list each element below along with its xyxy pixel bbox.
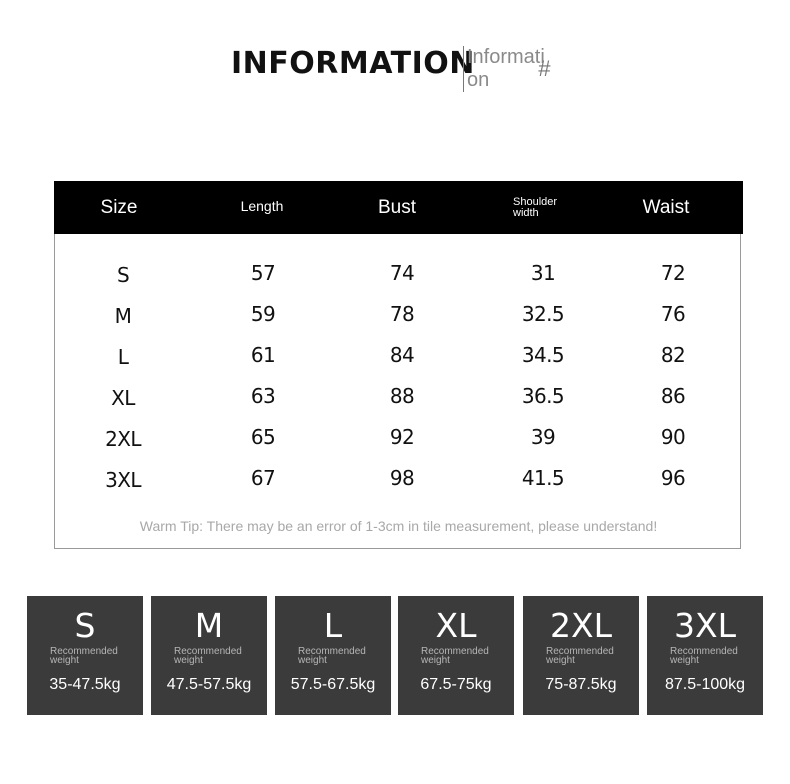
card-recommended-label: Recommended weight	[50, 646, 118, 666]
card-size-label: 2XL	[550, 606, 612, 645]
card-recommended-label: Recommended weight	[298, 646, 366, 666]
card-size-label: L	[323, 606, 343, 645]
warm-tip: Warm Tip: There may be an error of 1-3cm in tile measurement, please understand!	[139, 518, 658, 534]
card-recommended-label: Recommended weight	[546, 646, 614, 666]
shoulder-cell: 34.5	[521, 342, 565, 367]
size-cell: M	[114, 303, 132, 328]
length-cell: 65	[250, 424, 276, 449]
size-table	[54, 181, 741, 549]
size-cell: L	[117, 344, 129, 369]
waist-cell: 82	[660, 342, 686, 367]
card-size-label: S	[74, 606, 96, 645]
card-weight-range: 35-47.5kg	[49, 676, 121, 693]
column-header-length: Length	[240, 197, 284, 214]
shoulder-cell: 32.5	[521, 301, 565, 326]
waist-cell: 90	[660, 424, 686, 449]
shoulder-cell: 39	[530, 424, 556, 449]
length-cell: 63	[250, 383, 276, 408]
size-card-l	[275, 596, 391, 715]
shoulder-cell: 36.5	[521, 383, 565, 408]
table-row	[55, 375, 742, 416]
bust-cell: 92	[389, 424, 415, 449]
table-row	[55, 416, 742, 457]
bust-cell: 78	[389, 301, 415, 326]
card-weight-range: 47.5-57.5kg	[166, 676, 252, 693]
shoulder-cell: 31	[530, 260, 556, 285]
column-header-waist: Waist	[642, 196, 690, 218]
card-size-label: 3XL	[674, 606, 736, 645]
length-cell: 61	[250, 342, 276, 367]
size-card-2xl	[523, 596, 639, 715]
column-header-size: Size	[100, 196, 138, 218]
waist-cell: 86	[660, 383, 686, 408]
size-cell: 3XL	[105, 467, 141, 492]
hash-mark: #	[538, 56, 551, 81]
size-card-3xl	[647, 596, 763, 715]
waist-cell: 96	[660, 465, 686, 490]
bust-cell: 84	[389, 342, 415, 367]
table-header	[54, 181, 743, 234]
column-header-shoulder-width: Shoulder width	[513, 195, 558, 219]
card-recommended-label: Recommended weight	[670, 646, 738, 666]
size-card-m	[151, 596, 267, 715]
card-size-label: XL	[435, 606, 477, 645]
table-row	[55, 334, 742, 375]
card-weight-range: 87.5-100kg	[664, 676, 746, 693]
size-cell: S	[116, 262, 130, 287]
size-cell: 2XL	[105, 426, 141, 451]
waist-cell: 72	[660, 260, 686, 285]
table-row	[55, 293, 742, 334]
length-cell: 67	[250, 465, 276, 490]
size-cell: XL	[111, 385, 135, 410]
card-recommended-label: Recommended weight	[421, 646, 489, 666]
bust-cell: 88	[389, 383, 415, 408]
waist-cell: 76	[660, 301, 686, 326]
card-recommended-label: Recommended weight	[174, 646, 242, 666]
card-weight-range: 57.5-67.5kg	[290, 676, 376, 693]
size-card-xl	[398, 596, 514, 715]
card-weight-range: 67.5-75kg	[420, 676, 492, 693]
column-header-bust: Bust	[377, 196, 417, 218]
bust-cell: 98	[389, 465, 415, 490]
page-title: INFORMATION	[231, 46, 475, 81]
length-cell: 59	[250, 301, 276, 326]
size-card-s	[27, 596, 143, 715]
shoulder-cell: 41.5	[521, 465, 565, 490]
table-row	[55, 252, 742, 293]
card-weight-range: 75-87.5kg	[545, 676, 617, 693]
table-row	[55, 457, 742, 498]
length-cell: 57	[250, 260, 276, 285]
page-subtitle: Information	[463, 46, 545, 92]
bust-cell: 74	[389, 260, 415, 285]
card-size-label: M	[194, 606, 224, 645]
